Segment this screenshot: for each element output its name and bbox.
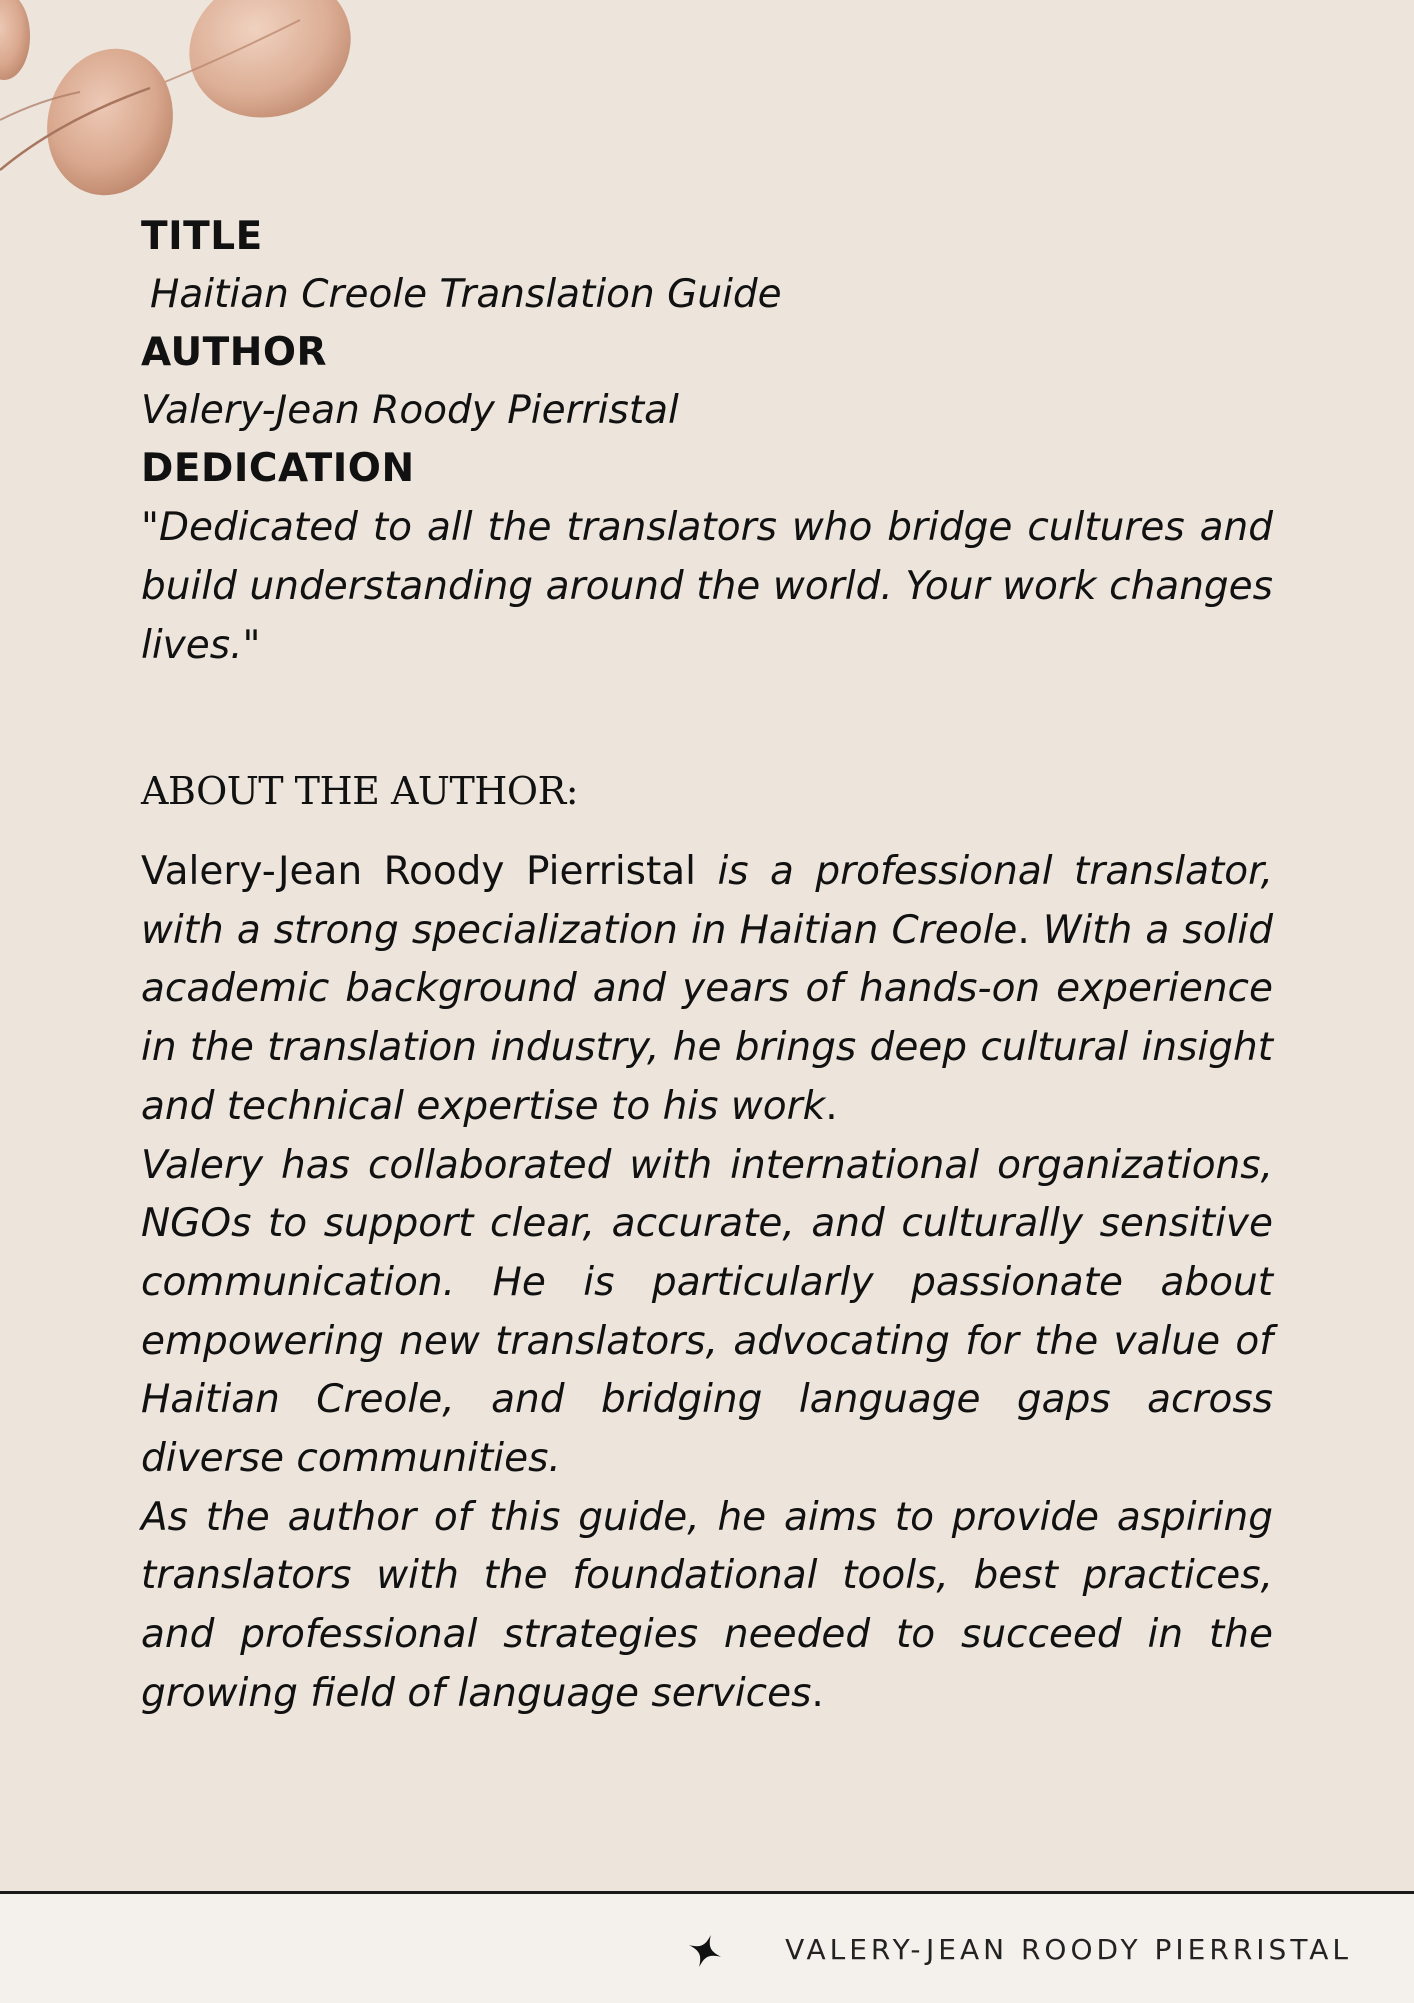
footer-author-name: VALERY-JEAN ROODY PIERRISTAL (785, 1933, 1352, 1966)
about-p1-tail: With a solid academic background and years of hands-on experience in the translation industry, he brings deep cultural insight and technical expertise to his work (141, 907, 1273, 1129)
about-paragraph-2: Valery has collaborated with international organizations, NGOs to support clear, accurate, and culturally sensitive communication. He is particularly passionate about empowering new translators, advocating for the value of Haitian Creole, and bridging language gaps across diverse communities. (141, 1142, 1273, 1482)
about-p1-rest: is a professional translator, with a strong specialization in Haitian Creole (141, 849, 1273, 953)
about-paragraph-3 (141, 1489, 1273, 1724)
author-name-inline: Valery-Jean Roody Pierristal (141, 849, 697, 894)
title-label: TITLE (141, 214, 263, 259)
leaf (169, 0, 360, 140)
book-info (141, 208, 1273, 1724)
about-paragraph-1 (141, 843, 1273, 1137)
author-label: AUTHOR (141, 330, 328, 375)
dedication-label: DEDICATION (141, 446, 415, 491)
about-p1-period: . (1017, 907, 1030, 953)
four-point-star-icon (688, 1934, 722, 1968)
about-p1-end: . (825, 1083, 838, 1129)
eucalyptus-leaves-decoration (0, 0, 360, 230)
about-heading: ABOUT THE AUTHOR: (141, 769, 578, 813)
about-p3-end: . (811, 1670, 824, 1716)
title-value: Haitian Creole Translation Guide (150, 272, 782, 317)
leaf (0, 0, 30, 80)
author-value: Valery-Jean Roody Pierristal (141, 388, 679, 433)
footer (0, 1891, 1414, 2003)
dedication-text: "Dedicated to all the translators who bridge cultures and build understanding around the world. Your work changes lives." (141, 505, 1273, 668)
leaf (31, 34, 189, 209)
about-p3-text: As the author of this guide, he aims to provide aspiring translators with the foundational tools, best practices, and professional strategies needed to succeed in the growing field of language services (141, 1494, 1273, 1716)
